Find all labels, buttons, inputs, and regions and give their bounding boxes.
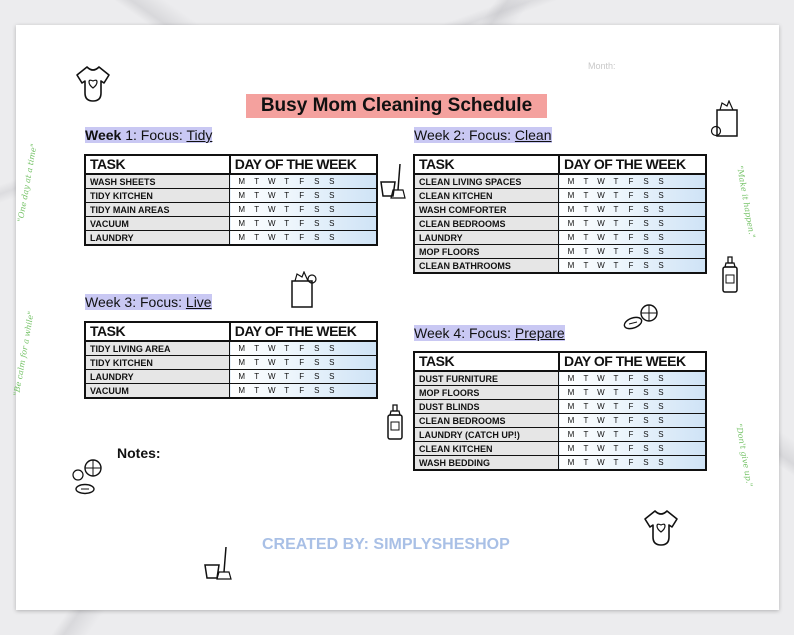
table-row [414,414,706,428]
days-cell [230,231,377,246]
day-letter[interactable]: T [284,344,290,353]
days-cell [230,356,377,370]
day-letter[interactable]: S [658,191,664,200]
quote-left-top: "One day at a time" [16,142,39,223]
day-header: DAY OF THE WEEK [230,155,377,174]
days-cell [230,189,377,203]
day-letter[interactable]: T [583,374,589,383]
day-letter[interactable]: W [597,374,605,383]
days-cell [559,231,706,245]
day-letter[interactable]: F [628,261,634,270]
day-letter[interactable]: T [613,191,619,200]
task-cell: CLEAN KITCHEN [414,189,559,203]
day-letter[interactable]: S [658,219,664,228]
day-letter[interactable]: S [314,177,320,186]
day-letter[interactable]: S [314,191,320,200]
task-cell: MOP FLOORS [414,245,559,259]
week-4-heading: Week 4: Focus: Prepare [414,325,565,341]
day-letter[interactable]: S [643,177,649,186]
day-letter[interactable]: T [613,233,619,242]
day-letter[interactable]: T [613,374,619,383]
days-cell [559,442,706,456]
day-letter[interactable]: S [643,247,649,256]
day-letter[interactable]: T [583,416,589,425]
table-row [414,231,706,245]
day-letter[interactable]: T [254,372,260,381]
day-letter[interactable]: M [567,233,575,242]
day-letter[interactable]: T [284,219,290,228]
day-letter[interactable]: W [597,416,605,425]
day-letter[interactable]: M [567,416,575,425]
task-header: TASK [414,155,559,174]
day-letter[interactable]: F [299,205,305,214]
day-letter[interactable]: S [314,233,320,242]
day-letter[interactable]: F [628,177,634,186]
day-letter[interactable]: W [597,444,605,453]
day-letter[interactable]: T [613,444,619,453]
day-letter[interactable]: W [267,191,276,200]
day-letter[interactable]: W [597,233,605,242]
page-title: Busy Mom Cleaning Schedule [246,94,547,118]
day-letter[interactable]: S [658,247,664,256]
quote-left-bottom: "Be calm for a while" [12,310,36,397]
day-header: DAY OF THE WEEK [230,322,377,341]
day-letter[interactable]: T [254,344,260,353]
day-letter[interactable]: S [329,344,335,353]
table-row [414,428,706,442]
day-letter[interactable]: T [284,386,290,395]
day-letter[interactable]: T [613,458,619,467]
day-letter[interactable]: M [238,177,246,186]
day-letter[interactable]: S [329,372,335,381]
day-header: DAY OF THE WEEK [559,155,706,174]
day-letter[interactable]: M [567,430,575,439]
table-row [414,259,706,274]
table-row [85,189,377,203]
day-letter[interactable]: T [613,219,619,228]
table-row [414,371,706,386]
day-letter[interactable]: W [267,358,276,367]
day-letter[interactable]: F [628,191,634,200]
task-cell: CLEAN BEDROOMS [414,217,559,231]
day-letter[interactable]: S [329,219,335,228]
task-header: TASK [414,352,559,371]
week-2-focus: Clean [514,127,552,143]
day-letter[interactable]: S [329,233,335,242]
day-letter[interactable]: S [643,458,649,467]
day-letter[interactable]: M [567,388,575,397]
day-letter[interactable]: W [597,430,605,439]
day-letter[interactable]: T [583,233,589,242]
day-letter[interactable]: M [567,177,575,186]
table-row [414,217,706,231]
day-letter[interactable]: M [238,358,246,367]
day-letter[interactable]: W [597,388,605,397]
day-letter[interactable]: S [658,416,664,425]
days-cell [559,217,706,231]
day-letter[interactable]: W [267,233,276,242]
day-letter[interactable]: W [597,219,605,228]
task-cell: DUST BLINDS [414,400,559,414]
day-letter[interactable]: F [299,177,305,186]
day-letter[interactable]: T [613,247,619,256]
day-letter[interactable]: T [583,191,589,200]
day-letter[interactable]: S [314,358,320,367]
day-letter[interactable]: F [628,388,634,397]
task-cell: WASH COMFORTER [414,203,559,217]
day-letter[interactable]: T [613,177,619,186]
table-row [414,386,706,400]
week-3-table [84,321,378,399]
task-cell: TIDY KITCHEN [85,189,230,203]
days-cell [559,189,706,203]
day-letter[interactable]: T [284,372,290,381]
days-cell [559,174,706,189]
week-4-focus: Prepare [514,325,565,341]
day-letter[interactable]: S [643,374,649,383]
day-letter[interactable]: T [583,388,589,397]
day-letter[interactable]: F [628,416,634,425]
week-3-focus: Live [185,294,212,310]
days-cell [230,384,377,399]
days-cell [559,386,706,400]
bucket-mop-icon [378,160,410,200]
table-row [85,231,377,246]
task-cell: DUST FURNITURE [414,371,559,386]
day-letter[interactable]: S [314,372,320,381]
glue-bottle-icon [384,403,406,441]
day-letter[interactable]: T [583,261,589,270]
task-cell: MOP FLOORS [414,386,559,400]
day-letter[interactable]: F [628,374,634,383]
task-cell: TIDY KITCHEN [85,356,230,370]
week-3-heading: Week 3: Focus: Live [85,294,212,310]
task-cell: VACUUM [85,217,230,231]
day-letter[interactable]: S [658,458,664,467]
day-letter[interactable]: F [299,219,305,228]
quote-right-top: "Make it happen." [735,165,757,239]
days-cell [559,414,706,428]
day-letter[interactable]: S [329,358,335,367]
day-letter[interactable]: S [643,233,649,242]
day-letter[interactable]: S [643,205,649,214]
day-letter[interactable]: T [613,261,619,270]
day-letter[interactable]: S [658,261,664,270]
sports-balls-icon [620,303,660,333]
quote-right-bottom: "Don't give up." [734,423,755,488]
day-letter[interactable]: T [613,205,619,214]
day-letter[interactable]: T [583,177,589,186]
day-letter[interactable]: F [299,386,305,395]
day-letter[interactable]: F [628,205,634,214]
day-letter[interactable]: F [628,458,634,467]
day-letter[interactable]: T [613,402,619,411]
day-letter[interactable]: S [329,177,335,186]
task-cell: LAUNDRY (CATCH UP!) [414,428,559,442]
table-row [414,189,706,203]
day-letter[interactable]: T [583,219,589,228]
days-cell [230,370,377,384]
bucket-mop-icon [202,545,234,581]
week-4-table [413,351,707,471]
task-cell: LAUNDRY [85,231,230,246]
day-letter[interactable]: S [658,205,664,214]
day-letter[interactable]: M [238,219,246,228]
day-letter[interactable]: M [238,205,246,214]
day-letter[interactable]: S [643,444,649,453]
table-row [85,370,377,384]
day-letter[interactable]: F [299,191,305,200]
day-letter[interactable]: S [658,430,664,439]
day-letter[interactable]: F [628,430,634,439]
day-letter[interactable]: M [567,444,575,453]
day-letter[interactable]: S [643,388,649,397]
days-cell [559,203,706,217]
day-letter[interactable]: S [658,388,664,397]
week-2-table [413,154,707,274]
week-1-heading: Week 1: Focus: Tidy [85,127,213,143]
day-letter[interactable]: T [583,402,589,411]
days-cell [559,371,706,386]
days-cell [230,203,377,217]
table-row [414,203,706,217]
day-letter[interactable]: W [597,402,605,411]
days-cell [559,245,706,259]
day-letter[interactable]: T [254,219,260,228]
day-letter[interactable]: M [567,458,575,467]
day-letter[interactable]: F [628,219,634,228]
week-1-focus: Tidy [186,127,213,143]
day-letter[interactable]: S [658,444,664,453]
day-letter[interactable]: T [254,191,260,200]
table-row [85,341,377,356]
task-cell: CLEAN BEDROOMS [414,414,559,428]
day-letter[interactable]: M [238,233,246,242]
day-letter[interactable]: S [658,374,664,383]
day-letter[interactable]: M [567,205,575,214]
day-letter[interactable]: W [597,191,605,200]
days-cell [559,400,706,414]
day-letter[interactable]: W [597,205,605,214]
days-cell [559,456,706,471]
day-letter[interactable]: W [597,247,605,256]
day-letter[interactable]: M [567,219,575,228]
day-letter[interactable]: F [299,233,305,242]
table-row [414,442,706,456]
days-cell [230,341,377,356]
grocery-bag-icon [709,100,741,140]
day-letter[interactable]: S [329,191,335,200]
table-row [414,245,706,259]
glue-bottle-icon [719,255,741,295]
task-cell: CLEAN LIVING SPACES [414,174,559,189]
day-letter[interactable]: M [567,247,575,256]
task-cell: WASH SHEETS [85,174,230,189]
day-letter[interactable]: T [284,177,290,186]
task-cell: WASH BEDDING [414,456,559,471]
day-letter[interactable]: M [567,402,575,411]
sports-balls-icon [71,458,107,498]
day-letter[interactable]: T [613,388,619,397]
day-letter[interactable]: F [299,344,305,353]
task-cell: CLEAN KITCHEN [414,442,559,456]
table-row [85,356,377,370]
day-letter[interactable]: W [267,372,276,381]
day-letter[interactable]: F [628,247,634,256]
notes-label: Notes: [117,445,161,461]
table-row [414,400,706,414]
day-letter[interactable]: T [583,247,589,256]
table-row [85,217,377,231]
day-letter[interactable]: S [658,177,664,186]
day-letter[interactable]: S [643,191,649,200]
day-letter[interactable]: S [314,344,320,353]
day-letter[interactable]: M [238,344,246,353]
day-letter[interactable]: S [329,386,335,395]
day-letter[interactable]: W [267,205,276,214]
day-letter[interactable]: S [643,402,649,411]
day-letter[interactable]: S [329,205,335,214]
day-letter[interactable]: S [643,416,649,425]
table-row [414,456,706,471]
day-letter[interactable]: F [628,402,634,411]
day-letter[interactable]: M [238,386,246,395]
day-letter[interactable]: S [643,430,649,439]
task-cell: TIDY LIVING AREA [85,341,230,356]
onesie-icon [639,507,683,549]
month-label: Month: [588,61,616,71]
day-letter[interactable]: S [658,233,664,242]
day-letter[interactable]: T [254,233,260,242]
table-row [85,203,377,217]
days-cell [559,428,706,442]
table-row [85,174,377,189]
day-letter[interactable]: T [583,458,589,467]
day-letter[interactable]: W [267,219,276,228]
week-2-heading: Week 2: Focus: Clean [414,127,552,143]
credit-text: CREATED BY: SIMPLYSHESHOP [262,536,510,553]
day-letter[interactable]: W [597,177,605,186]
days-cell [559,259,706,274]
day-letter[interactable]: S [314,386,320,395]
day-letter[interactable]: F [628,444,634,453]
day-letter[interactable]: W [267,344,276,353]
day-letter[interactable]: M [567,374,575,383]
task-cell: VACUUM [85,384,230,399]
day-header: DAY OF THE WEEK [559,352,706,371]
day-letter[interactable]: T [284,205,290,214]
day-letter[interactable]: S [643,261,649,270]
day-letter[interactable]: W [267,386,276,395]
day-letter[interactable]: W [597,458,605,467]
day-letter[interactable]: T [284,233,290,242]
day-letter[interactable]: M [238,191,246,200]
day-letter[interactable]: F [299,358,305,367]
day-letter[interactable]: F [299,372,305,381]
day-letter[interactable]: T [254,358,260,367]
table-row [414,174,706,189]
day-letter[interactable]: W [597,261,605,270]
day-letter[interactable]: T [613,416,619,425]
task-cell: CLEAN BATHROOMS [414,259,559,274]
day-letter[interactable]: T [284,358,290,367]
task-cell: TIDY MAIN AREAS [85,203,230,217]
days-cell [230,217,377,231]
day-letter[interactable]: S [643,219,649,228]
day-letter[interactable]: T [284,191,290,200]
grocery-bag-icon [286,271,318,311]
task-header: TASK [85,322,230,341]
day-letter[interactable]: M [567,191,575,200]
schedule-page [12,25,779,610]
day-letter[interactable]: T [583,430,589,439]
day-letter[interactable]: M [238,372,246,381]
day-letter[interactable]: S [314,219,320,228]
day-letter[interactable]: W [267,177,276,186]
table-row [85,384,377,399]
day-letter[interactable]: T [254,177,260,186]
day-letter[interactable]: T [254,386,260,395]
day-letter[interactable]: S [658,402,664,411]
day-letter[interactable]: T [613,430,619,439]
onesie-icon [71,63,115,105]
week-1-table [84,154,378,246]
day-letter[interactable]: S [314,205,320,214]
task-cell: LAUNDRY [414,231,559,245]
day-letter[interactable]: T [583,444,589,453]
day-letter[interactable]: F [628,233,634,242]
days-cell [230,174,377,189]
task-header: TASK [85,155,230,174]
day-letter[interactable]: M [567,261,575,270]
task-cell: LAUNDRY [85,370,230,384]
day-letter[interactable]: T [254,205,260,214]
day-letter[interactable]: T [583,205,589,214]
